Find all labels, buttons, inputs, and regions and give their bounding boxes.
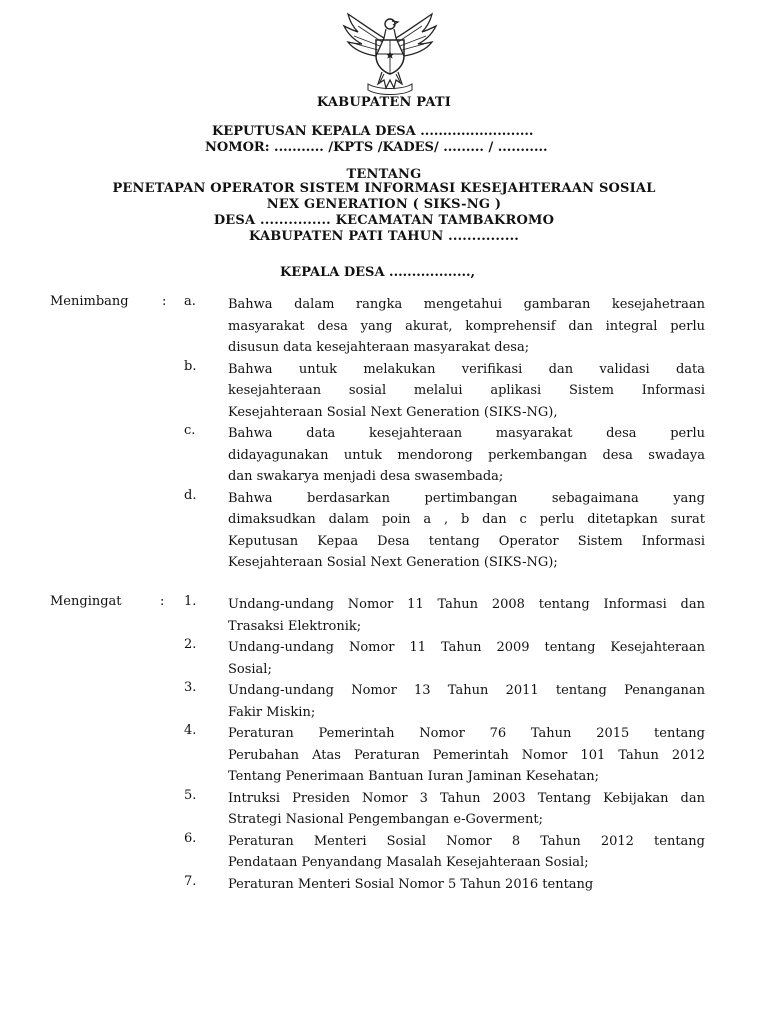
list-item <box>50 637 710 680</box>
list-item-marker: a. <box>184 294 196 309</box>
text-line: dan swakarya menjadi desa swasembada; <box>228 469 504 484</box>
text-line: Kesejahteraan Sosial Next Generation (SIKS-NG); <box>228 555 558 570</box>
signer-heading: KEPALA DESA .................., <box>280 265 476 280</box>
text-line: Bahwa untuk melakukan verifikasi dan validasi data <box>228 361 705 377</box>
text-line: Peraturan Menteri Sosial Nomor 8 Tahun 2012 tentang <box>228 833 705 849</box>
list-item-text <box>228 294 705 359</box>
garuda-emblem-icon <box>338 12 442 96</box>
list-item <box>50 359 710 424</box>
decree-subject-line-2: NEX GENERATION ( SIKS-NG ) <box>266 197 502 212</box>
list-item-text <box>228 637 705 680</box>
list-item-marker: 2. <box>184 637 197 652</box>
list-item <box>50 723 710 788</box>
list-item-text <box>228 831 705 874</box>
text-line: Sosial; <box>228 661 272 677</box>
text-line: Kesejahteraan Sosial Next Generation (SIKS-NG), <box>228 404 558 420</box>
list-item <box>50 488 710 574</box>
text-line: didayagunakan untuk mendorong perkembangan desa swadaya <box>228 447 705 463</box>
text-line: masyarakat desa yang akurat, komprehensif dan integral perlu <box>228 318 705 334</box>
about-heading: TENTANG <box>346 167 422 182</box>
menimbang-label: Menimbang <box>50 294 129 309</box>
menimbang-list <box>50 294 710 574</box>
mengingat-label: Mengingat <box>50 594 122 609</box>
text-line: Perubahan Atas Peraturan Pemerintah Nomor 101 Tahun 2012 <box>228 747 705 763</box>
text-line: Strategi Nasional Pengembangan e-Goverment; <box>228 812 543 827</box>
list-item-text <box>228 359 705 424</box>
list-item <box>50 788 710 831</box>
list-item-text <box>228 680 705 723</box>
list-item-marker: 3. <box>184 680 197 695</box>
list-item-text <box>228 788 705 831</box>
menimbang-colon: : <box>162 294 167 309</box>
text-line: Undang-undang Nomor 13 Tahun 2011 tentang Penanganan <box>228 683 705 698</box>
text-line: Intruksi Presiden Nomor 3 Tahun 2003 Tentang Kebijakan dan <box>228 790 705 806</box>
list-item-marker: 1. <box>184 594 197 609</box>
text-line: Bahwa dalam rangka mengetahui gambaran kesejahetraan <box>228 297 705 312</box>
mengingat-colon: : <box>160 594 165 609</box>
text-line: kesejahteraan sosial melalui aplikasi Sistem Informasi <box>228 383 705 398</box>
list-item-text <box>228 423 705 488</box>
text-line: Pendataan Penyandang Masalah Kesejahteraan Sosial; <box>228 855 589 870</box>
list-item <box>50 680 710 723</box>
list-item <box>50 874 710 896</box>
list-item-marker: d. <box>184 487 197 503</box>
mengingat-list <box>50 594 710 895</box>
regency-heading: KABUPATEN PATI <box>316 95 452 110</box>
list-item-text <box>228 874 705 896</box>
list-item-text <box>228 594 705 637</box>
list-item <box>50 423 710 488</box>
list-item-marker: 4. <box>184 723 197 738</box>
list-item-marker: b. <box>184 358 197 374</box>
decree-subject-line-4: KABUPATEN PATI TAHUN ............... <box>248 229 520 244</box>
text-line: dimaksudkan dalam poin a , b dan c perlu ditetapkan surat <box>228 512 705 527</box>
list-item <box>50 831 710 874</box>
menimbang-section <box>50 294 710 574</box>
mengingat-section <box>50 594 710 895</box>
text-line: Peraturan Pemerintah Nomor 76 Tahun 2015 tentang <box>228 726 705 741</box>
list-item-text <box>228 723 705 788</box>
list-item-marker: 5. <box>184 787 197 803</box>
list-item-marker: 6. <box>184 830 197 846</box>
list-item-marker: 7. <box>184 873 197 889</box>
decree-title: KEPUTUSAN KEPALA DESA ......................... <box>212 124 534 139</box>
text-line: Undang-undang Nomor 11 Tahun 2008 tentang Informasi dan <box>228 597 705 612</box>
text-line: Tentang Penerimaan Bantuan Iuran Jaminan Kesehatan; <box>228 769 600 784</box>
text-line: Bahwa data kesejahteraan masyarakat desa perlu <box>228 426 705 441</box>
decree-number: NOMOR: ........... /KPTS /KADES/ ......... / ........... <box>205 140 548 155</box>
list-item-text <box>228 488 705 574</box>
decree-subject-line-1: PENETAPAN OPERATOR SISTEM INFORMASI KESEJAHTERAAN SOSIAL <box>112 181 656 196</box>
text-line: Fakir Miskin; <box>228 704 316 720</box>
decree-subject-line-3: DESA ............... KECAMATAN TAMBAKROMO <box>213 213 555 228</box>
list-item-marker: c. <box>184 423 196 438</box>
text-line: disusun data kesejahteraan masyarakat desa; <box>228 340 530 355</box>
list-item <box>50 294 710 359</box>
text-line: Bahwa berdasarkan pertimbangan sebagaimana yang <box>228 490 705 506</box>
text-line: Keputusan Kepaa Desa tentang Operator Sistem Informasi <box>228 533 705 549</box>
text-line: Peraturan Menteri Sosial Nomor 5 Tahun 2016 tentang <box>228 876 594 892</box>
list-item <box>50 594 710 637</box>
text-line: Undang-undang Nomor 11 Tahun 2009 tentang Kesejahteraan <box>228 640 705 655</box>
text-line: Trasaksi Elektronik; <box>228 618 362 634</box>
